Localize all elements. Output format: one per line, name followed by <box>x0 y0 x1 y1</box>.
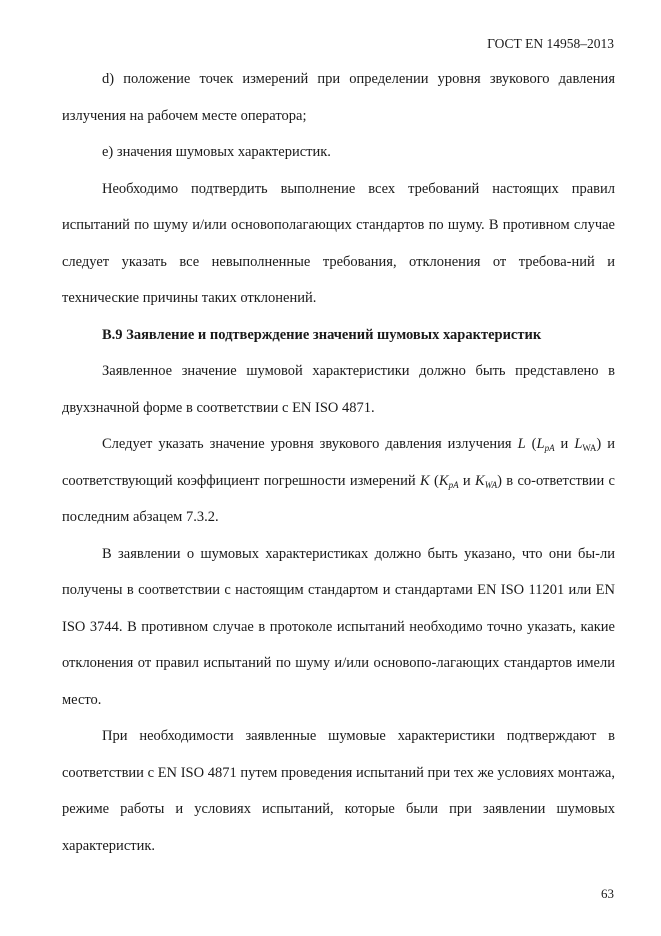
page-body <box>62 61 615 864</box>
symbol-K: K <box>420 472 430 489</box>
subscript-pA: pA <box>544 443 555 453</box>
text-fragment: ) в со-ответствии с последним абзацем 7.3.2. <box>62 472 615 525</box>
symbol-K-pA: K <box>438 472 449 489</box>
list-item-d: d) положение точек измерений при определении уровня звукового давления излучения на рабочем месте оператора; <box>62 71 615 124</box>
text-fragment: ) и соответствующий коэффициент погрешности измерений <box>62 436 615 489</box>
text-fragment: ( <box>525 436 537 452</box>
subscript-WA: WA <box>582 443 597 453</box>
symbol-L: L <box>517 436 526 452</box>
declared-value-paragraph: Заявленное значение шумовой характеристики должно быть представлено в двухзначной форме в соответствии с EN ISO 4871. <box>62 363 615 416</box>
subscript-pA: pA <box>448 479 459 490</box>
statement-paragraph: В заявлении о шумовых характеристиках должно быть указано, что они бы-ли получены в соответствии с настоящим стандартом и стандартами EN ISO 11201 или EN ISO 3744. В противном случае в протоколе испытаний необходимо точно указать, какие отклонения от правил испытаний по шуму и/или основопо-лагающих стандартов имели место. <box>62 545 615 708</box>
verification-paragraph: При необходимости заявленные шумовые характеристики подтверждают в соответствии с EN ISO 4871 путем проведения испытаний при тех же условиях монтажа, режиме работы и условиях испытаний, которые были при заявлении шумовых характеристик. <box>62 728 615 854</box>
section-heading: В.9 Заявление и подтверждение значений шумовых характеристик <box>102 326 542 343</box>
standard-header: ГОСТ EN 14958–2013 <box>487 36 614 51</box>
symbol-K-WA: K <box>475 472 485 489</box>
text-fragment: и <box>458 472 476 489</box>
symbol-L-pA: L <box>536 436 545 452</box>
text-fragment: Следует указать значение уровня звукового давления излучения <box>102 436 518 452</box>
page-number: 63 <box>601 886 614 901</box>
list-item-e: е) значения шумовых характеристик. <box>102 144 331 160</box>
requirements-paragraph: Необходимо подтвердить выполнение всех требований настоящих правил испытаний по шуму и/или основополагающих стандартов по шуму. В противном случае следует указать все невыполненные требования, отклонения от требова-ний и технические причины таких отклонений. <box>62 180 615 306</box>
symbol-L-WA: L <box>574 436 583 452</box>
text-fragment: ( <box>429 472 439 489</box>
subscript-WA: WA <box>484 479 498 490</box>
emission-level-paragraph <box>62 426 615 536</box>
text-fragment: и <box>554 436 575 452</box>
